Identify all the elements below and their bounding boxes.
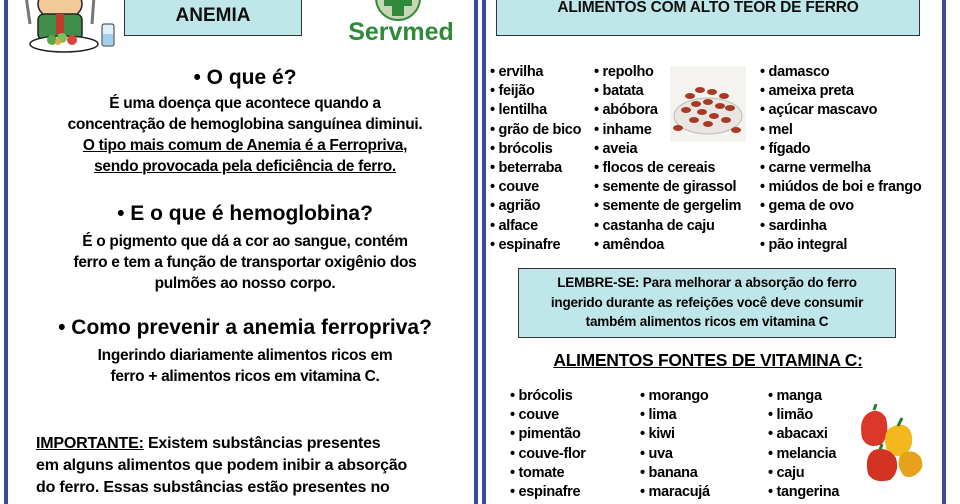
remember-box [518, 268, 896, 338]
food-item: • mel [760, 121, 921, 140]
important-line [36, 433, 466, 455]
food-item: • morango [640, 387, 710, 406]
important-line: do ferro. Essas substâncias estão presentes no [36, 479, 390, 496]
food-item: • couve [510, 406, 586, 425]
peppers-image [856, 404, 928, 486]
food-item: • fígado [760, 140, 921, 159]
food-item: • brócolis [510, 387, 586, 406]
food-item: • melancia [768, 445, 839, 464]
important-text: Existem substâncias presentes [143, 435, 381, 452]
text-line: É o pigmento que dá a cor ao sangue, contém [82, 233, 408, 250]
food-item: • uva [640, 445, 710, 464]
vitc-list-col3 [768, 387, 839, 502]
food-item: • limão [768, 406, 839, 425]
food-item: • abóbora [594, 101, 741, 120]
food-item: • castanha de caju [594, 217, 741, 236]
food-item: • alface [490, 217, 581, 236]
food-item: • aveia [594, 140, 741, 159]
text-line: É uma doença que acontece quando a [109, 95, 381, 112]
beans-bowl-image [670, 66, 746, 142]
remember-line: ingerido durante as refeições você deve consumir [550, 294, 864, 310]
heading-hemoglobin: • E o que é hemoglobina? [117, 202, 373, 225]
divider-left [474, 0, 478, 504]
food-item: • caju [768, 464, 839, 483]
heading-prevention: • Como prevenir a anemia ferropriva? [58, 316, 432, 339]
divider-right [482, 0, 486, 504]
text-line: ferro e tem a função de transportar oxigênio dos [73, 254, 417, 271]
food-item: • damasco [760, 63, 921, 82]
food-item: • pimentão [510, 425, 586, 444]
food-item: • tangerina [768, 483, 839, 502]
food-item: • grão de bico [490, 121, 581, 140]
anemia-title: ANEMIA [124, 0, 302, 36]
food-item: • lentilha [490, 101, 581, 120]
food-item: • gema de ovo [760, 197, 921, 216]
vitc-list-col1 [510, 387, 586, 502]
section-what-is [20, 66, 470, 177]
important-label: IMPORTANTE: [36, 435, 144, 452]
food-item: • banana [640, 464, 710, 483]
heading-what-is: • O que é? [193, 66, 297, 89]
food-item: • feijão [490, 82, 581, 101]
section-hemoglobin [20, 202, 470, 294]
food-item: • pão integral [760, 236, 921, 255]
food-item: • espinafre [490, 236, 581, 255]
text-line-underlined: sendo provocada pela deficiência de ferro. [94, 158, 396, 175]
food-item: • kiwi [640, 425, 710, 444]
food-item: • miúdos de boi e frango [760, 178, 921, 197]
food-item: • lima [640, 406, 710, 425]
food-item: • repolho [594, 63, 741, 82]
food-item: • flocos de cereais [594, 159, 741, 178]
food-item: • sardinha [760, 217, 921, 236]
food-item: • açúcar mascavo [760, 101, 921, 120]
remember-line: LEMBRE-SE: Para melhorar a absorção do ferro [557, 275, 857, 290]
iron-list-col3 [760, 63, 921, 255]
vitamin-c-title: ALIMENTOS FONTES DE VITAMINA C: [553, 350, 863, 370]
food-item: • inhame [594, 121, 741, 140]
food-item: • espinafre [510, 483, 586, 502]
right-panel-border [942, 0, 946, 504]
food-item: • brócolis [490, 140, 581, 159]
iron-foods-title: ALIMENTOS COM ALTO TEOR DE FERRO [496, 0, 920, 36]
remember-line: também alimentos ricos em vitamina C [585, 314, 829, 329]
food-item: • ameixa preta [760, 82, 921, 101]
text-line: Ingerindo diariamente alimentos ricos em [97, 347, 393, 364]
food-item: • ervilha [490, 63, 581, 82]
food-item: • couve-flor [510, 445, 586, 464]
text-line-underlined: O tipo mais comum de Anemia é a Ferropriva, [82, 137, 408, 154]
food-item: • manga [768, 387, 839, 406]
vitc-list-col2 [640, 387, 710, 502]
left-panel-border [4, 0, 8, 504]
logo-text: Servmed [348, 18, 454, 46]
section-prevention [20, 316, 470, 387]
iron-list-col1 [490, 63, 581, 255]
text-line: pulmões ao nosso corpo. [154, 275, 336, 292]
food-item: • semente de gergelim [594, 197, 741, 216]
food-item: • tomate [510, 464, 586, 483]
food-item: • semente de girassol [594, 178, 741, 197]
food-item: • couve [490, 178, 581, 197]
text-line: concentração de hemoglobina sanguínea diminui. [67, 116, 423, 133]
food-item: • beterraba [490, 159, 581, 178]
food-item: • amêndoa [594, 236, 741, 255]
food-item: • abacaxi [768, 425, 839, 444]
mascot-illustration [8, 0, 120, 56]
food-item: • maracujá [640, 483, 710, 502]
food-item: • batata [594, 82, 741, 101]
food-item: • agrião [490, 197, 581, 216]
servmed-logo [342, 0, 460, 56]
food-item: • carne vermelha [760, 159, 921, 178]
important-note [36, 433, 466, 499]
important-line: em alguns alimentos que podem inibir a absorção [36, 457, 408, 474]
text-line: ferro + alimentos ricos em vitamina C. [110, 368, 380, 385]
